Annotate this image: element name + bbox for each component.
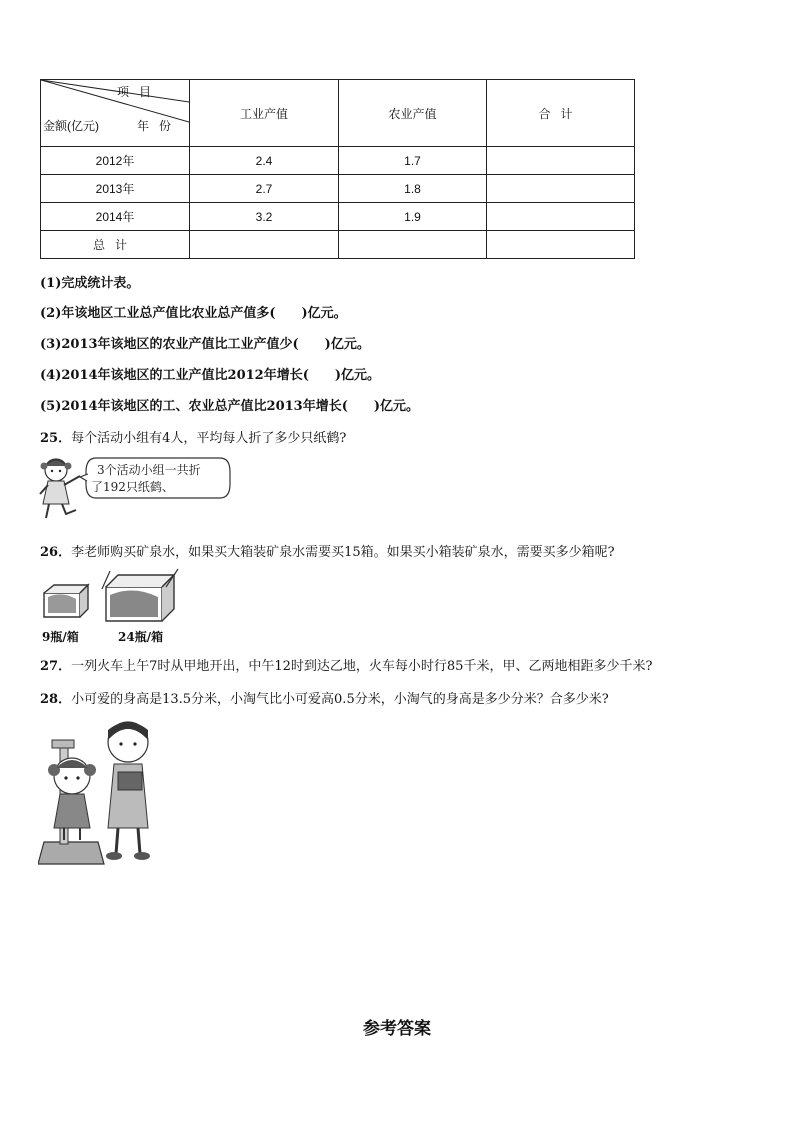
header-money-label: 金额(亿元) (43, 119, 99, 133)
row-industry: 2.7 (190, 175, 339, 203)
problem-27-text: 一列火车上午7时从甲地开出，中午12时到达乙地，火车每小时行85千米，甲、乙两地相距多少千米? (71, 659, 653, 674)
water-boxes-illustration (40, 567, 180, 625)
problem-28 (40, 688, 609, 707)
table-row (41, 203, 635, 231)
question-4: (4)2014年该地区的工业产值比2012年增长( )亿元。 (40, 368, 381, 383)
table-row (41, 147, 635, 175)
row-total (487, 175, 635, 203)
problem-26-text: 李老师购买矿泉水，如果买大箱装矿泉水需要买15箱。如果买小箱装矿泉水，需要买多少箱呢? (71, 545, 615, 560)
small-box-label: 9瓶/箱 (42, 630, 79, 644)
header-item-label: 项目 (116, 85, 161, 99)
sum-industry (190, 231, 339, 259)
girl-with-speech-bubble-illustration (36, 452, 236, 532)
table-row (41, 175, 635, 203)
problem-27-number: 27． (40, 659, 72, 674)
header-year-label: 年份 (137, 119, 182, 133)
row-agriculture: 1.7 (339, 147, 487, 175)
header-total: 合计 (487, 80, 635, 147)
problem-28-text: 小可爱的身高是13.5分米，小淘气比小可爱高0.5分米，小淘气的身高是多少分米？合多少米? (71, 692, 609, 707)
sum-row-label: 总计 (41, 231, 190, 259)
children-height-measure-illustration (38, 716, 166, 872)
bubble-line-1: 3个活动小组一共折 (97, 463, 201, 477)
table-diagonal-header-cell (41, 80, 190, 147)
sum-agriculture (339, 231, 487, 259)
problem-27 (40, 655, 652, 674)
header-agriculture: 农业产值 (339, 80, 487, 147)
row-agriculture: 1.8 (339, 175, 487, 203)
big-box-label: 24瓶/箱 (118, 630, 164, 644)
row-industry: 2.4 (190, 147, 339, 175)
question-3: (3)2013年该地区的农业产值比工业产值少( )亿元。 (40, 337, 370, 352)
sum-total (487, 231, 635, 259)
row-year: 2013年 (41, 175, 190, 203)
row-total (487, 147, 635, 175)
row-year: 2012年 (41, 147, 190, 175)
question-5: (5)2014年该地区的工、农业总产值比2013年增长( )亿元。 (40, 399, 420, 414)
row-agriculture: 1.9 (339, 203, 487, 231)
diagonal-lines (41, 80, 189, 146)
problem-25-number: 25． (40, 431, 72, 446)
statistics-table (40, 79, 635, 259)
problem-28-number: 28． (40, 692, 72, 707)
table-sum-row (41, 231, 635, 259)
problem-26-number: 26． (40, 545, 72, 560)
bubble-line-2: 了192只纸鹤、 (91, 480, 174, 494)
row-industry: 3.2 (190, 203, 339, 231)
row-year: 2014年 (41, 203, 190, 231)
header-industry: 工业产值 (190, 80, 339, 147)
problem-25 (40, 427, 346, 446)
problem-25-text: 每个活动小组有4人，平均每人折了多少只纸鹤? (71, 431, 347, 446)
answer-section-title: 参考答案 (363, 1019, 431, 1039)
row-total (487, 203, 635, 231)
question-1: (1)完成统计表。 (40, 276, 140, 291)
question-2: (2)年该地区工业总产值比农业总产值多( )亿元。 (40, 306, 347, 321)
problem-26 (40, 541, 615, 560)
